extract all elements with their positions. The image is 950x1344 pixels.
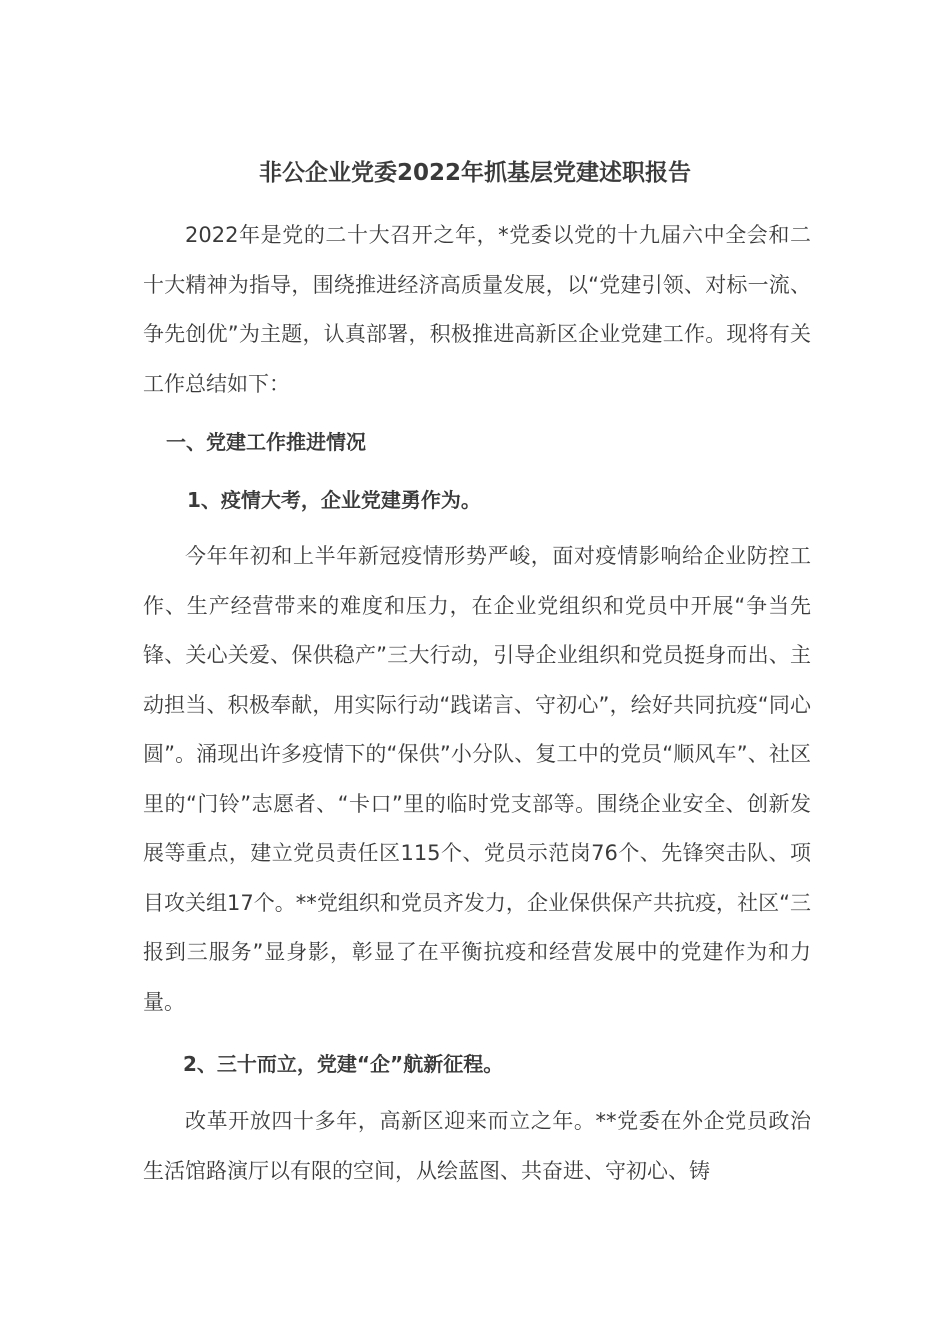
subsection-heading-1: 1、疫情大考，企业党建勇作为。 (187, 488, 481, 512)
intro-paragraph: 2022年是党的二十大召开之年，*党委以党的十九届六中全会和二十大精神为指导，围绕推进经济高质量发展，以“党建引领、对标一流、争先创优”为主题，认真部署，积极推进高新区企业党建工作。现将有关工作总结如下： (143, 223, 811, 396)
document-title: 非公企业党委2022年抓基层党建述职报告 (258, 160, 691, 186)
subsection-2-paragraph: 改革开放四十多年，高新区迎来而立之年。**党委在外企党员政治生活馆路演厅以有限的空间，从绘蓝图、共奋进、守初心、铸 (143, 1109, 811, 1183)
subsection-1-paragraph: 今年年初和上半年新冠疫情形势严峻，面对疫情影响给企业防控工作、生产经营带来的难度和压力，在企业党组织和党员中开展“争当先锋、关心关爱、保供稳产”三大行动，引导企业组织和党员挺身而出、主动担当、积极奉献，用实际行动“践诺言、守初心”，绘好共同抗疫“同心圆”。涌现出许多疫情下的“保供”小分队、复工中的党员“顺风车”、社区里的“门铃”志愿者、“卡口”里的临时党支部等。围绕企业安全、创新发展等重点，建立党员责任区115个、党员示范岗76个、先锋突击队、项目攻关组17个。**党组织和党员齐发力，企业保供保产共抗疫，社区“三报到三服务”显身影，彰显了在平衡抗疫和经营发展中的党建作为和力量。 (143, 544, 811, 1014)
subsection-heading-2: 2、三十而立，党建“企”航新征程。 (183, 1052, 504, 1076)
section-heading-1: 一、党建工作推进情况 (166, 430, 366, 454)
